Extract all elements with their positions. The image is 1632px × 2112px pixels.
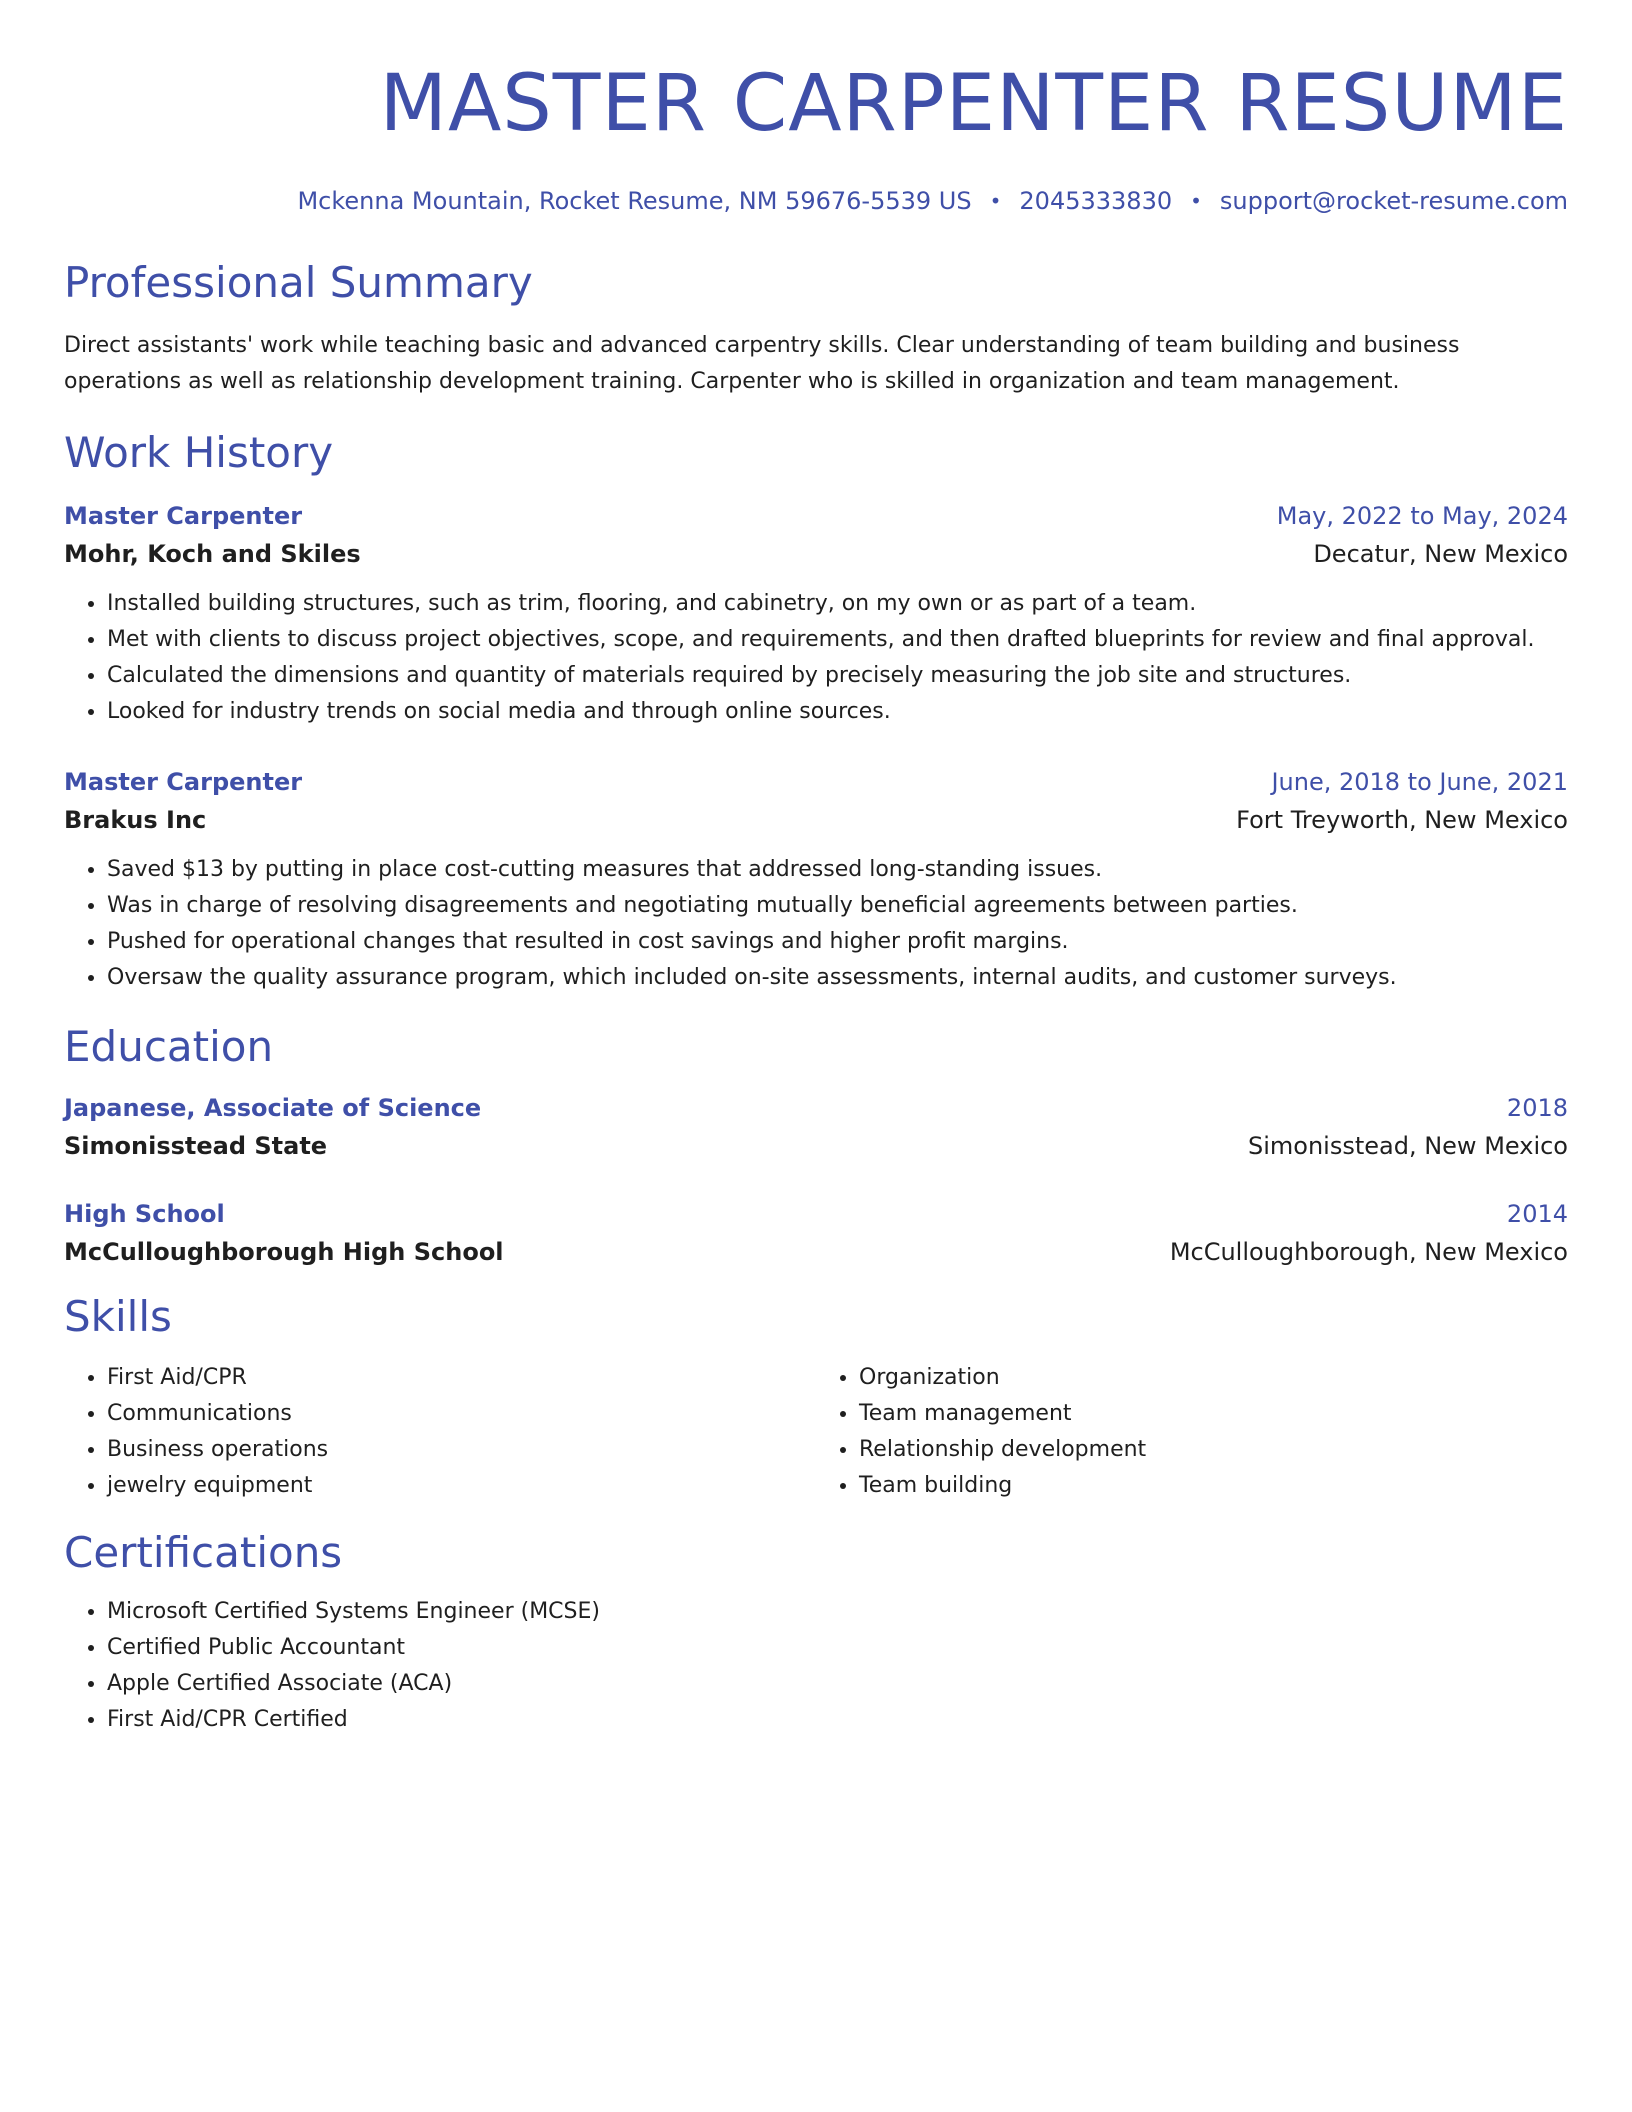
skill-item: • Team management xyxy=(859,1396,1568,1432)
contact-separator: • xyxy=(989,189,1002,213)
job-bullets xyxy=(64,586,1568,730)
job-bullets xyxy=(64,852,1568,996)
job-company-row xyxy=(64,804,1568,836)
job-location: Decatur, New Mexico xyxy=(1313,540,1568,568)
job-bullet: • Looked for industry trends on social media and through online sources. xyxy=(107,694,1568,730)
degree: High School xyxy=(64,1200,225,1228)
skill-item: • First Aid/CPR xyxy=(107,1360,816,1396)
contact-separator: • xyxy=(1190,189,1202,213)
resume-title: MASTER CARPENTER RESUME xyxy=(379,59,1568,149)
graduation-year: 2018 xyxy=(1506,1094,1568,1122)
job-location: Fort Treyworth, New Mexico xyxy=(1236,806,1568,834)
contact-phone: 2045333830 xyxy=(1019,187,1173,215)
job-title: Master Carpenter xyxy=(64,502,303,530)
certification-item: • Certified Public Accountant xyxy=(107,1630,1568,1666)
contact-email: support@rocket-resume.com xyxy=(1219,187,1568,215)
education-entry xyxy=(64,1198,1568,1268)
job-title-row xyxy=(64,766,1568,798)
education-heading: Education xyxy=(64,1022,274,1071)
certification-item: • Microsoft Certified Systems Engineer (MCSE) xyxy=(107,1594,1568,1630)
job-bullet: • Saved $13 by putting in place cost-cutting measures that addressed long-standing issues. xyxy=(107,852,1568,888)
job-dates: May, 2022 to May, 2024 xyxy=(1276,502,1568,530)
summary-text: Direct assistants' work while teaching basic and advanced carpentry skills. Clear understanding of team building and business operations as well as relationship development training. Carpenter who is skilled in organization and team management. xyxy=(64,333,1460,394)
school-name: Simonisstead State xyxy=(64,1132,328,1160)
degree-row xyxy=(64,1092,1568,1124)
job-bullet: • Met with clients to discuss project objectives, scope, and requirements, and then drafted blueprints for review and final approval. xyxy=(107,622,1568,658)
work-history-heading: Work History xyxy=(64,428,334,477)
job-company: Brakus Inc xyxy=(64,806,207,834)
school-location: Simonisstead, New Mexico xyxy=(1247,1132,1568,1160)
skill-item: • Business operations xyxy=(107,1432,816,1468)
job-bullet: • Installed building structures, such as trim, flooring, and cabinetry, on my own or as part of a team. xyxy=(107,586,1568,622)
skills-list-right xyxy=(816,1360,1568,1504)
job-bullet: • Was in charge of resolving disagreements and negotiating mutually beneficial agreements between parties. xyxy=(107,888,1568,924)
education-entry xyxy=(64,1092,1568,1162)
skill-item: • Relationship development xyxy=(859,1432,1568,1468)
job-company-row xyxy=(64,538,1568,570)
job-bullet: • Pushed for operational changes that resulted in cost savings and higher profit margins. xyxy=(107,924,1568,960)
certification-item: • Apple Certified Associate (ACA) xyxy=(107,1666,1568,1702)
job-title: Master Carpenter xyxy=(64,768,303,796)
contact-address: Mckenna Mountain, Rocket Resume, NM 59676-5539 US xyxy=(297,187,972,215)
degree: Japanese, Associate of Science xyxy=(64,1094,482,1122)
graduation-year: 2014 xyxy=(1506,1200,1568,1228)
degree-row xyxy=(64,1198,1568,1230)
job-dates: June, 2018 to June, 2021 xyxy=(1271,768,1568,796)
job-entry xyxy=(64,500,1568,730)
skills-list-left xyxy=(64,1360,816,1504)
skill-item: • Organization xyxy=(859,1360,1568,1396)
certifications-heading: Certifications xyxy=(64,1528,343,1577)
skill-item: • Team building xyxy=(859,1468,1568,1504)
school-name: McCulloughborough High School xyxy=(64,1238,504,1266)
skills-heading: Skills xyxy=(64,1292,172,1341)
certification-item: • First Aid/CPR Certified xyxy=(107,1702,1568,1738)
summary-heading: Professional Summary xyxy=(64,258,533,307)
skill-item: • Communications xyxy=(107,1396,816,1432)
skill-item: • jewelry equipment xyxy=(107,1468,816,1504)
school-location: McCulloughborough, New Mexico xyxy=(1169,1238,1568,1266)
school-row xyxy=(64,1236,1568,1268)
job-title-row xyxy=(64,500,1568,532)
certifications-list xyxy=(64,1594,1568,1738)
skills-grid xyxy=(64,1360,1568,1504)
job-bullet: • Calculated the dimensions and quantity of materials required by precisely measuring the job site and structures. xyxy=(107,658,1568,694)
job-bullet: • Oversaw the quality assurance program, which included on-site assessments, internal audits, and customer surveys. xyxy=(107,960,1568,996)
school-row xyxy=(64,1130,1568,1162)
contact-line xyxy=(64,186,1568,216)
job-entry xyxy=(64,766,1568,996)
job-company: Mohr, Koch and Skiles xyxy=(64,540,361,568)
